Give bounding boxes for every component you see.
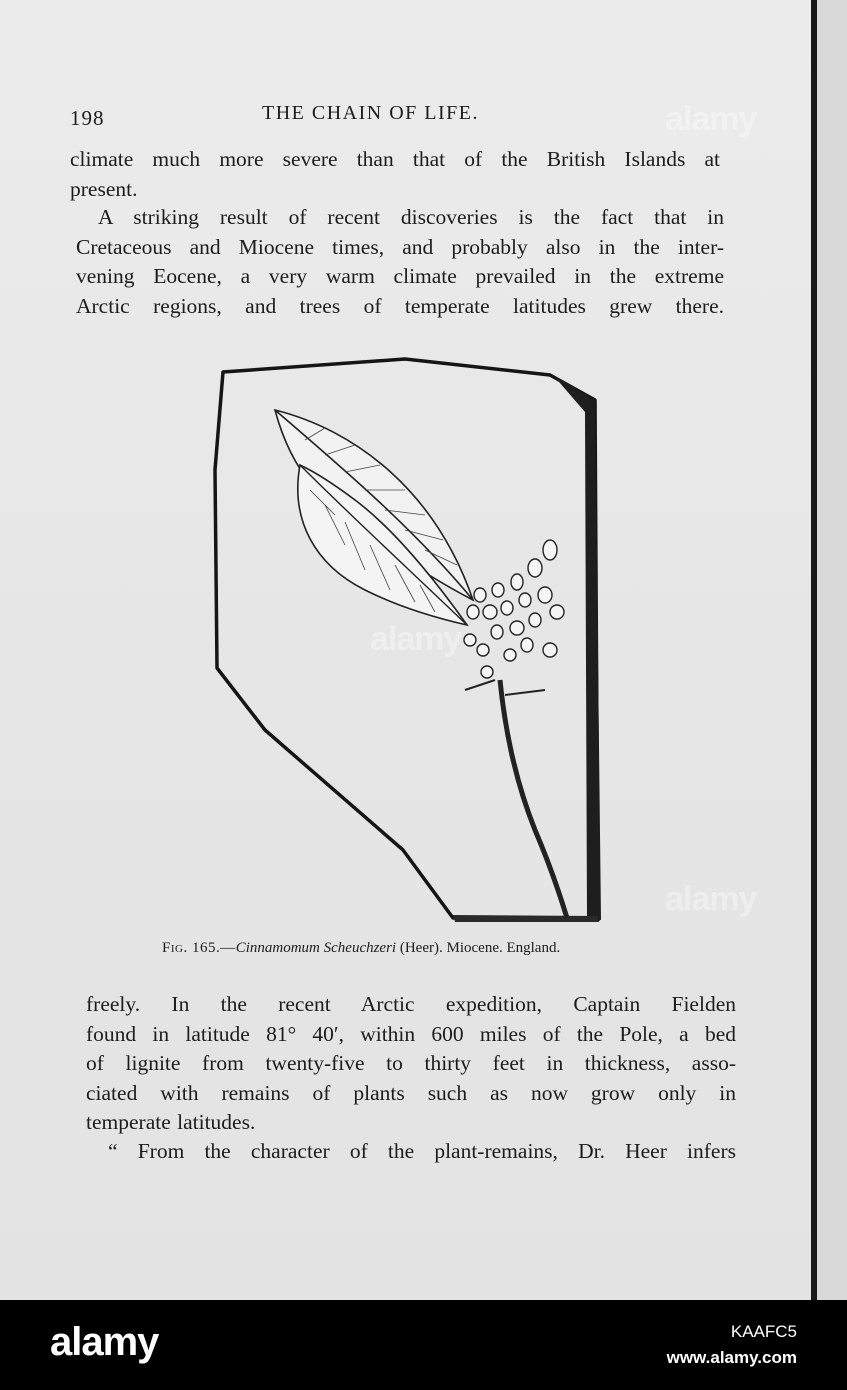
flower-bud-cluster (464, 540, 564, 678)
image-code: KAAFC5 (730, 1322, 797, 1341)
text-line: ciated with remains of plants such as now grow only in (86, 1080, 736, 1105)
running-title: THE CHAIN OF LIFE. (262, 102, 479, 124)
paragraph-1 (70, 145, 720, 204)
text-line: present. (70, 176, 138, 201)
text-line: vening Eocene, a very warm climate prevailed in the extreme (76, 264, 724, 288)
watermark: alamy (370, 620, 462, 658)
text-line: freely. In the recent Arctic expedition, Captain Fielden (86, 992, 736, 1016)
text-line: A striking result of recent discoveries is the fact that in (98, 205, 724, 229)
text-line: Arctic regions, and trees of temperate latitudes grew there. (76, 293, 724, 318)
figure-number: Fig. 165.— (162, 940, 236, 956)
text-line: of lignite from twenty-five to thirty feet in thickness, asso- (86, 1051, 736, 1075)
caption-details: (Heer). Miocene. England. (396, 940, 561, 956)
page-number: 198 (70, 106, 105, 130)
figure-caption (162, 940, 682, 957)
text-line: “ From the character of the plant-remains, Dr. Heer infers (108, 1139, 736, 1163)
side-twig (465, 680, 495, 690)
branch-stem (500, 680, 567, 918)
text-line: Cretaceous and Miocene times, and probably also in the inter- (76, 234, 724, 259)
site-url: www.alamy.com (666, 1348, 797, 1367)
paragraph-2 (76, 203, 724, 321)
paragraph-4 (86, 1137, 736, 1167)
watermark: alamy (665, 880, 757, 918)
slab-bottom-shading (453, 915, 598, 922)
paragraph-3 (86, 990, 736, 1138)
text-line: temperate latitudes. (86, 1110, 256, 1134)
text-line: found in latitude 81° 40′, within 600 miles of the Pole, a bed (86, 1021, 736, 1046)
stock-photo-footer (0, 1300, 847, 1390)
alamy-logo: alamy (50, 1320, 159, 1364)
text-line: climate much more severe than that of the British Islands at (70, 147, 720, 171)
watermark: alamy (665, 100, 757, 138)
slab-edge-shading (553, 375, 601, 920)
species-name: Cinnamomum Scheuchzeri (235, 940, 397, 956)
side-twig (505, 690, 545, 695)
page-header (70, 98, 730, 134)
page-spine-shadow (811, 0, 817, 1300)
page-edge (817, 0, 847, 1300)
